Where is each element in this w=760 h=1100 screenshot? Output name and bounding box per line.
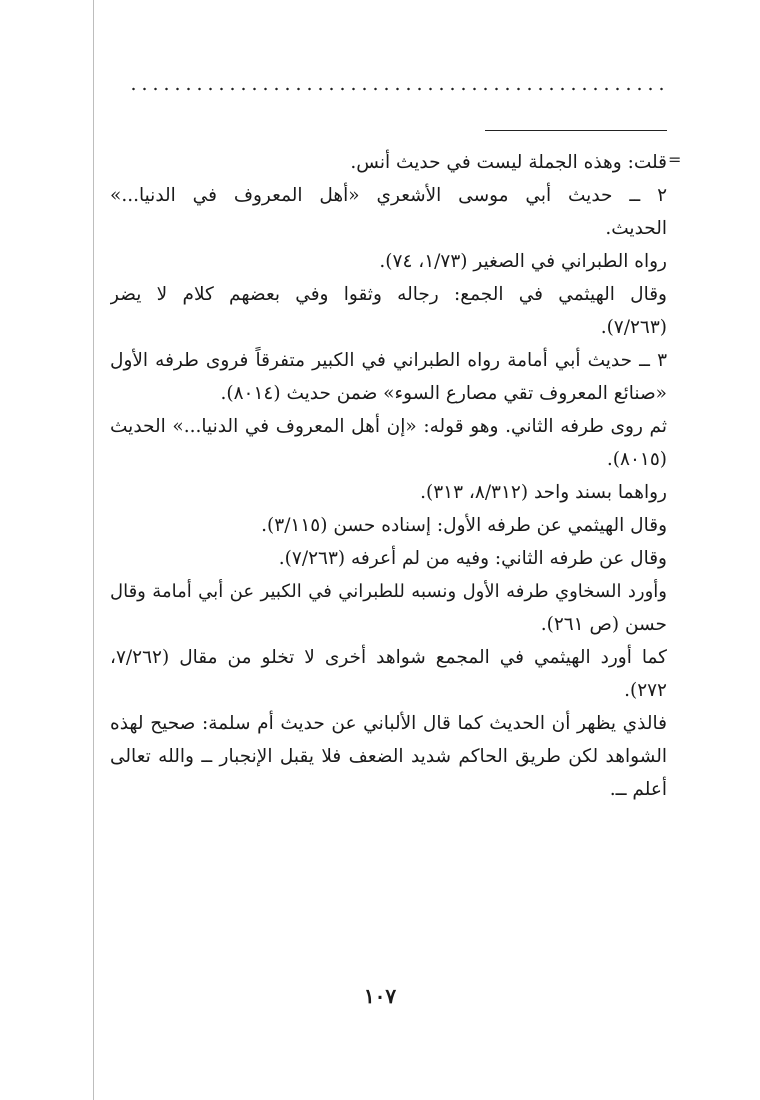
dotted-separator (128, 86, 668, 92)
text-line: ٢ ــ حديث أبي موسى الأشعري «أهل المعروف في الدنيا...» (110, 185, 667, 206)
text-line: وأورد السخاوي طرفه الأول ونسبه للطبراني في الكبير عن أبي أمامة وقال (110, 581, 667, 602)
text-line: وقال عن طرفه الثاني: وفيه من لم أعرفه (٧/٢٦٣). (278, 548, 667, 569)
text-line: «صنائع المعروف تقي مصارع السوء» ضمن حديث (٨٠١٤). (220, 383, 667, 404)
text-line: ٣ ــ حديث أبي أمامة رواه الطبراني في الكبير متفرقاً فروى طرفه الأول (110, 350, 667, 371)
text-line: ثم روى طرفه الثاني. وهو قوله: «إن أهل المعروف في الدنيا...» الحديث (110, 416, 667, 437)
text-line: ٢٧٢). (624, 680, 667, 701)
footnote-rule (485, 130, 667, 131)
page-margin-line (93, 0, 94, 1100)
footnote-text (110, 146, 667, 806)
footnote-continuation-mark: = (668, 150, 682, 169)
text-line: (٨٠١٥). (606, 449, 667, 470)
text-line: كما أورد الهيثمي في المجمع شواهد أخرى لا تخلو من مقال (٧/٢٦٢، (110, 647, 667, 668)
text-line: فالذي يظهر أن الحديث كما قال الألباني عن حديث أم سلمة: صحيح لهذه (110, 713, 667, 734)
text-line: الشواهد لكن طريق الحاكم شديد الضعف فلا يقبل الإنجبار ــ والله تعالى (110, 746, 667, 767)
text-line: حسن (ص ٢٦١). (540, 614, 667, 635)
text-line: رواهما بسند واحد (٨/٣١٢، ٣١٣). (420, 482, 667, 503)
text-line: وقال الهيثمي في الجمع: رجاله وثقوا وفي بعضهم كلام لا يضر (110, 284, 667, 305)
text-line: وقال الهيثمي عن طرفه الأول: إسناده حسن (٣/١١٥). (261, 515, 667, 536)
text-line: الحديث. (605, 218, 667, 239)
page-number: ١٠٧ (363, 984, 397, 1008)
text-line: قلت: وهذه الجملة ليست في حديث أنس. (350, 152, 667, 173)
text-line: (٧/٢٦٣). (600, 317, 667, 338)
text-line: رواه الطبراني في الصغير (١/٧٣، ٧٤). (379, 251, 667, 272)
text-line: أعلم ــ. (609, 779, 667, 800)
